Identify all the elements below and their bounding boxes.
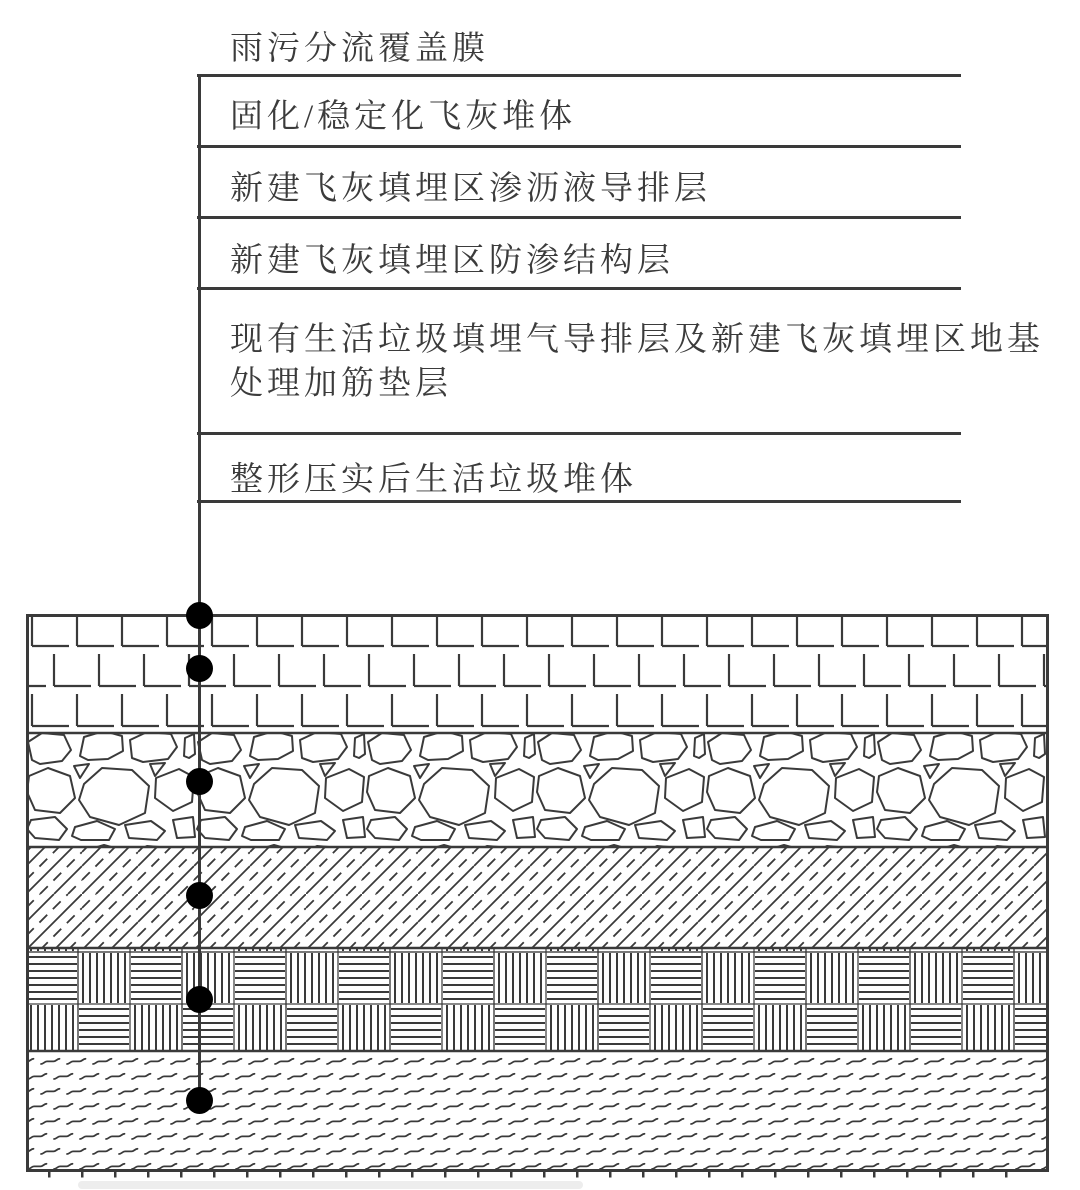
cropped-bottom-artifact [78,1181,583,1189]
layer-3-liner-hatch [28,847,1047,948]
callout-line-3 [197,216,961,219]
callout-label-1 [230,27,489,71]
callout-label-3-line-1: 新建飞灰填埋区渗沥液导排层 [230,171,711,207]
layer-marker-dot-1 [186,602,213,629]
layer-2-gravel-drain [28,733,1047,847]
callout-label-6-line-1: 整形压实后生活垃圾堆体 [230,462,637,498]
layer-marker-dot-2 [186,655,213,682]
layer-marker-dot-3 [186,768,213,795]
callout-line-4 [197,287,961,290]
layer-marker-dot-6 [186,1087,213,1114]
callout-line-2 [197,145,961,148]
callout-label-3 [230,167,711,211]
callout-label-4 [230,239,674,283]
callout-line-6 [197,500,961,503]
layer-1-cover-brick [28,616,1047,733]
callout-label-2 [230,95,576,139]
callout-line-1 [197,74,961,77]
cross-section-drawing [26,614,1049,1180]
callout-label-5 [230,318,1044,406]
callout-label-5-line-2: 处理加筋垫层 [230,366,452,402]
leader-line [198,74,201,1104]
callout-line-5 [197,432,961,435]
callout-label-4-line-1: 新建飞灰填埋区防渗结构层 [230,243,674,279]
layer-marker-dot-4 [186,882,213,909]
callout-label-6 [230,458,637,502]
callout-label-1-line-1: 雨污分流覆盖膜 [230,31,489,67]
layer-4-geogrid-weave [28,948,1047,1051]
layer-5-waste-body [28,1051,1047,1170]
layer-marker-dot-5 [186,986,213,1013]
callout-label-2-line-1: 固化/稳定化飞灰堆体 [230,99,577,135]
callout-label-5-line-1: 现有生活垃圾填埋气导排层及新建飞灰填埋区地基 [230,322,1044,358]
